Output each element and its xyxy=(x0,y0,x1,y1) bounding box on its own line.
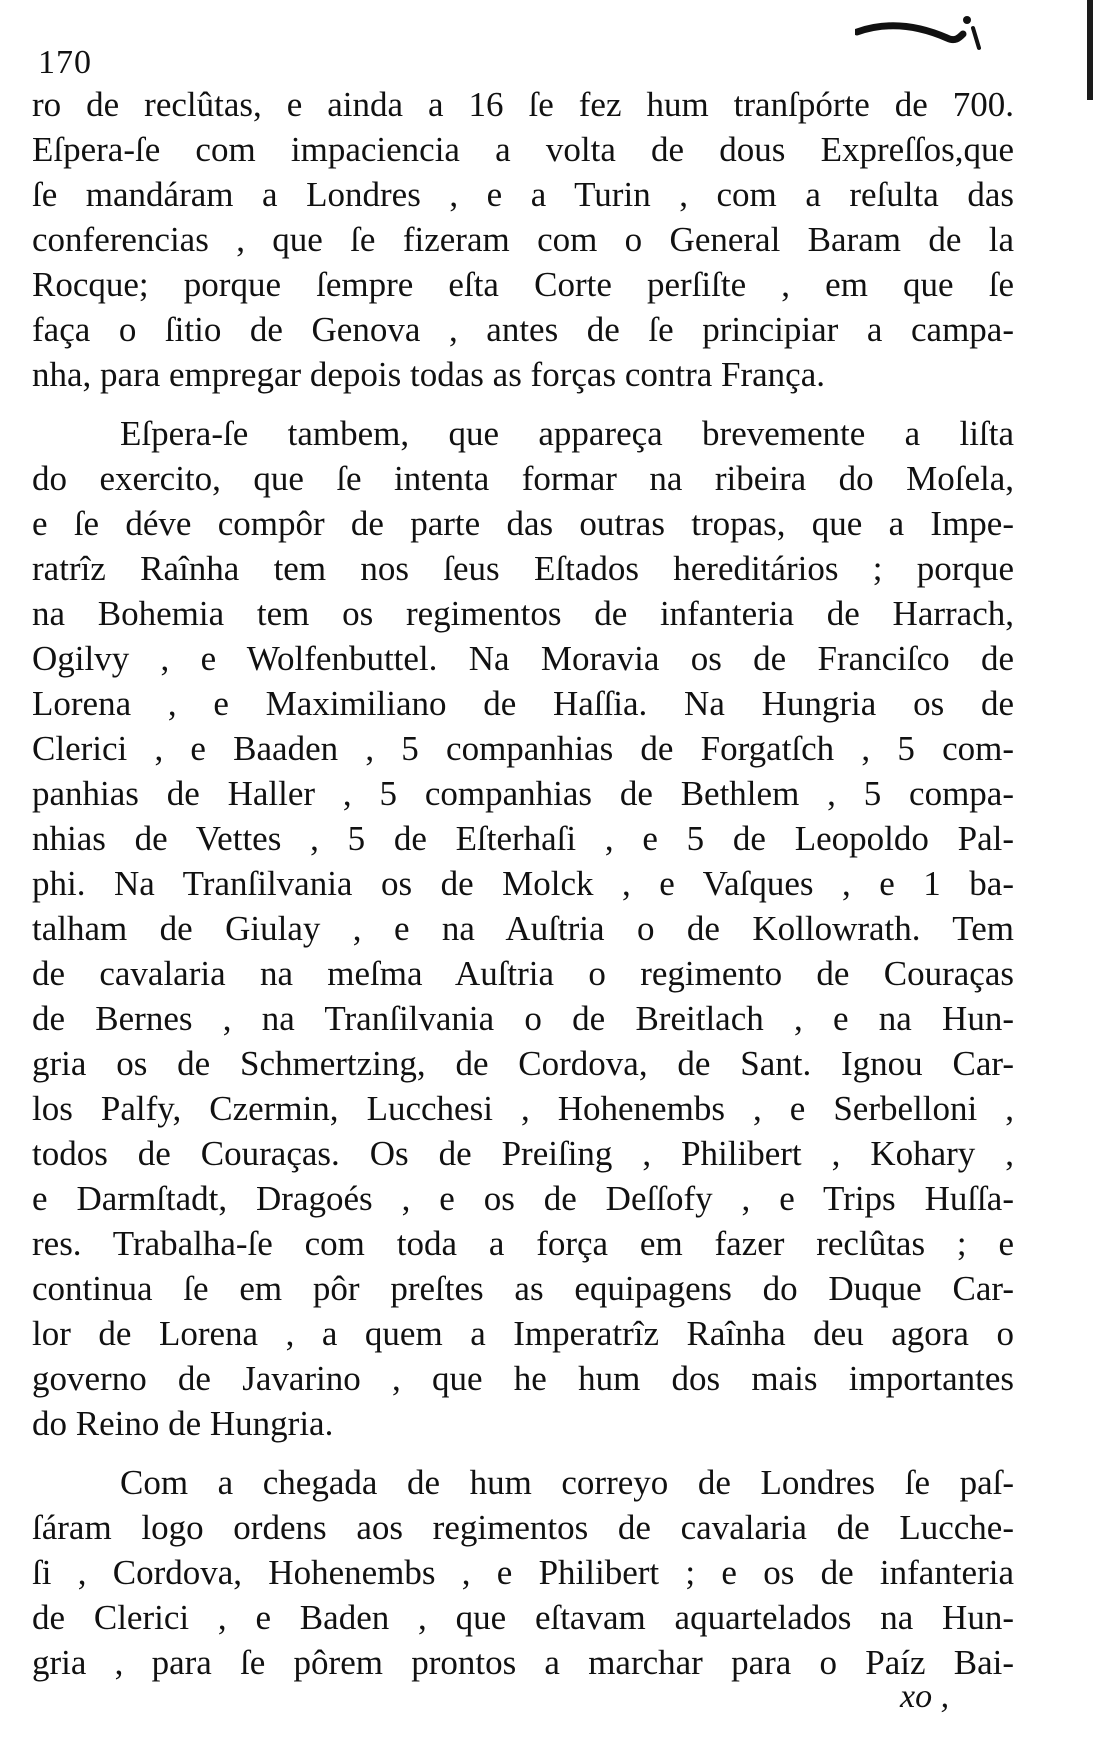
paragraph-gap xyxy=(32,1446,1014,1460)
page-number: 170 xyxy=(38,44,92,81)
text-line: talham de Giulay , e na Auſtria o de Kollowrath. Tem xyxy=(32,909,1014,948)
paragraph xyxy=(32,82,1014,397)
text-line: nha, para empregar depois todas as forças contra França. xyxy=(32,355,825,394)
text-line: conferencias , que ſe fizeram com o General Baram de la xyxy=(32,220,1014,259)
text-line: e ſe déve compôr de parte das outras tropas, que a Impe- xyxy=(32,504,1014,543)
text-line: Rocque; porque ſempre eſta Corte perſiſte , em que ſe xyxy=(32,265,1014,304)
ink-flourish-ornament xyxy=(855,8,985,58)
text-line: lor de Lorena , a quem a Imperatrîz Raînha deu agora o xyxy=(32,1314,1014,1353)
text-line: do Reino de Hungria. xyxy=(32,1404,334,1443)
paragraph-gap xyxy=(32,397,1014,411)
text-line: todos de Couraças. Os de Preiſing , Philibert , Kohary , xyxy=(32,1134,1014,1173)
text-line: Ogilvy , e Wolfenbuttel. Na Moravia os de Franciſco de xyxy=(32,639,1014,678)
text-line: phi. Na Tranſilvania os de Molck , e Vaſques , e 1 ba- xyxy=(32,864,1014,903)
text-line: do exercito, que ſe intenta formar na ribeira do Moſela, xyxy=(32,459,1014,498)
text-line: res. Trabalha-ſe com toda a força em fazer reclûtas ; e xyxy=(32,1224,1014,1263)
paragraph xyxy=(32,1460,1014,1685)
text-line: de cavalaria na meſma Auſtria o regimento de Couraças xyxy=(32,954,1014,993)
text-block xyxy=(32,82,1014,1685)
text-line: gria os de Schmertzing, de Cordova, de Sant. Ignou Car- xyxy=(32,1044,1014,1083)
text-line: ratrîz Raînha tem nos ſeus Eſtados hereditários ; porque xyxy=(32,549,1014,588)
catchword: xo , xyxy=(900,1678,950,1715)
text-line: Com a chegada de hum correyo de Londres ſe paſ- xyxy=(120,1463,1014,1502)
text-line: Eſpera-ſe tambem, que appareça brevemente a liſta xyxy=(120,414,1014,453)
text-line: ſi , Cordova, Hohenembs , e Philibert ; e os de infanteria xyxy=(32,1553,1014,1592)
text-line: faça o ſitio de Genova , antes de ſe principiar a campa- xyxy=(32,310,1014,349)
page-edge-rule xyxy=(1087,0,1093,100)
text-line: de Bernes , na Tranſilvania o de Breitlach , e na Hun- xyxy=(32,999,1014,1038)
text-line: e Darmſtadt, Dragoés , e os de Deſſofy , e Trips Huſſa- xyxy=(32,1179,1014,1218)
text-line: Clerici , e Baaden , 5 companhias de Forgatſch , 5 com- xyxy=(32,729,1014,768)
text-line: ſáram logo ordens aos regimentos de cavalaria de Lucche- xyxy=(32,1508,1014,1547)
text-line: ſe mandáram a Londres , e a Turin , com a reſulta das xyxy=(32,175,1014,214)
text-line: nhias de Vettes , 5 de Eſterhaſi , e 5 de Leopoldo Pal- xyxy=(32,819,1014,858)
text-line: panhias de Haller , 5 companhias de Bethlem , 5 compa- xyxy=(32,774,1014,813)
text-line: los Palfy, Czermin, Lucchesi , Hohenembs , e Serbelloni , xyxy=(32,1089,1014,1128)
text-line: na Bohemia tem os regimentos de infanteria de Harrach, xyxy=(32,594,1014,633)
text-line: governo de Javarino , que he hum dos mais importantes xyxy=(32,1359,1014,1398)
text-line: ro de reclûtas, e ainda a 16 ſe fez hum tranſpórte de 700. xyxy=(32,85,1014,124)
text-line: gria , para ſe pôrem prontos a marchar para o Paíz Bai- xyxy=(32,1643,1014,1682)
text-line: Lorena , e Maximiliano de Haſſia. Na Hungria os de xyxy=(32,684,1014,723)
text-line: Eſpera-ſe com impaciencia a volta de dous Expreſſos,que xyxy=(32,130,1014,169)
text-line: continua ſe em pôr preſtes as equipagens do Duque Car- xyxy=(32,1269,1014,1308)
text-line: de Clerici , e Baden , que eſtavam aquartelados na Hun- xyxy=(32,1598,1014,1637)
paragraph xyxy=(32,411,1014,1446)
